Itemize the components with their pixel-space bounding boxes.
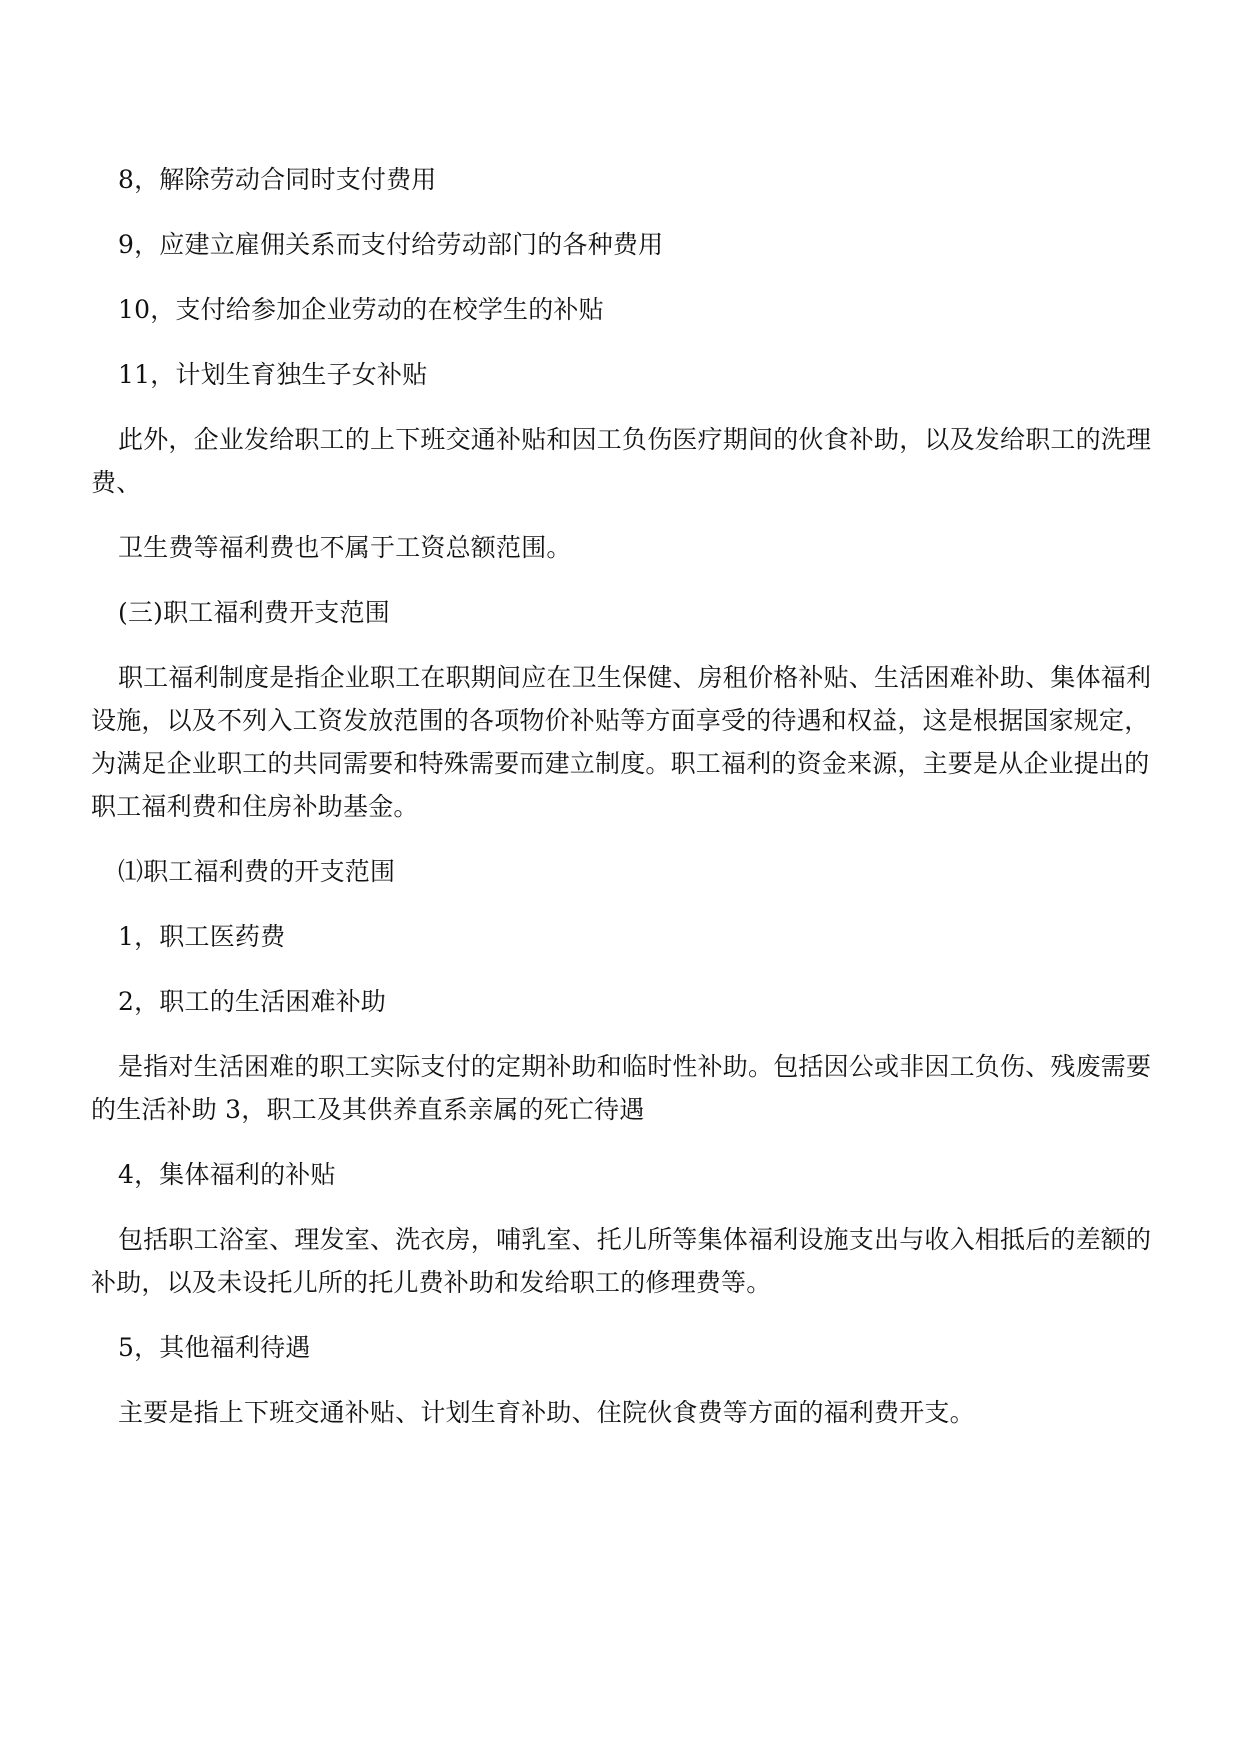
paragraph-collective-welfare-details: 包括职工浴室、理发室、洗衣房，哺乳室、托儿所等集体福利设施支出与收入相抵后的差额的补助，以及未设托儿所的托儿费补助和发给职工的修理费等。 (91, 1225, 1152, 1297)
paragraph-item-9: 9，应建立雇佣关系而支付给劳动部门的各种费用 (118, 230, 664, 259)
document-body (91, 158, 1152, 1456)
paragraph-other-subsidies: 此外，企业发给职工的上下班交通补贴和因工负伤医疗期间的伙食补助，以及发给职工的洗理费、 (91, 425, 1152, 497)
paragraph-item-10: 10，支付给参加企业劳动的在校学生的补贴 (118, 295, 604, 324)
list-item-other-benefits: 5，其他福利待遇 (118, 1333, 311, 1362)
paragraph-other-benefits-details: 主要是指上下班交通补贴、计划生育补助、住院伙食费等方面的福利费开支。 (118, 1398, 975, 1427)
paragraph-item-8: 8，解除劳动合同时支付费用 (118, 165, 437, 194)
list-item-collective-welfare: 4，集体福利的补贴 (118, 1160, 336, 1189)
list-item-hardship-assistance: 2，职工的生活困难补助 (118, 987, 387, 1016)
paragraph-item-11: 11，计划生育独生子女补贴 (118, 360, 428, 389)
paragraph-hygiene-fees: 卫生费等福利费也不属于工资总额范围。 (118, 533, 572, 562)
section-heading-welfare-scope: (三)职工福利费开支范围 (118, 598, 390, 627)
list-item-medical-fees: 1，职工医药费 (118, 922, 286, 951)
paragraph-hardship-definition: 是指对生活困难的职工实际支付的定期补助和临时性补助。包括因公或非因工负伤、残废需要的生活补助 3，职工及其供养直系亲属的死亡待遇 (91, 1052, 1152, 1124)
paragraph-welfare-system: 职工福利制度是指企业职工在职期间应在卫生保健、房租价格补贴、生活困难补助、集体福利设施，以及不列入工资发放范围的各项物价补贴等方面享受的待遇和权益，这是根据国家规定，为满足企业职工的共同需要和特殊需要而建立制度。职工福利的资金来源，主要是从企业提出的职工福利费和住房补助基金。 (91, 663, 1152, 821)
subheading-welfare-expense-scope: ⑴职工福利费的开支范围 (118, 857, 396, 886)
